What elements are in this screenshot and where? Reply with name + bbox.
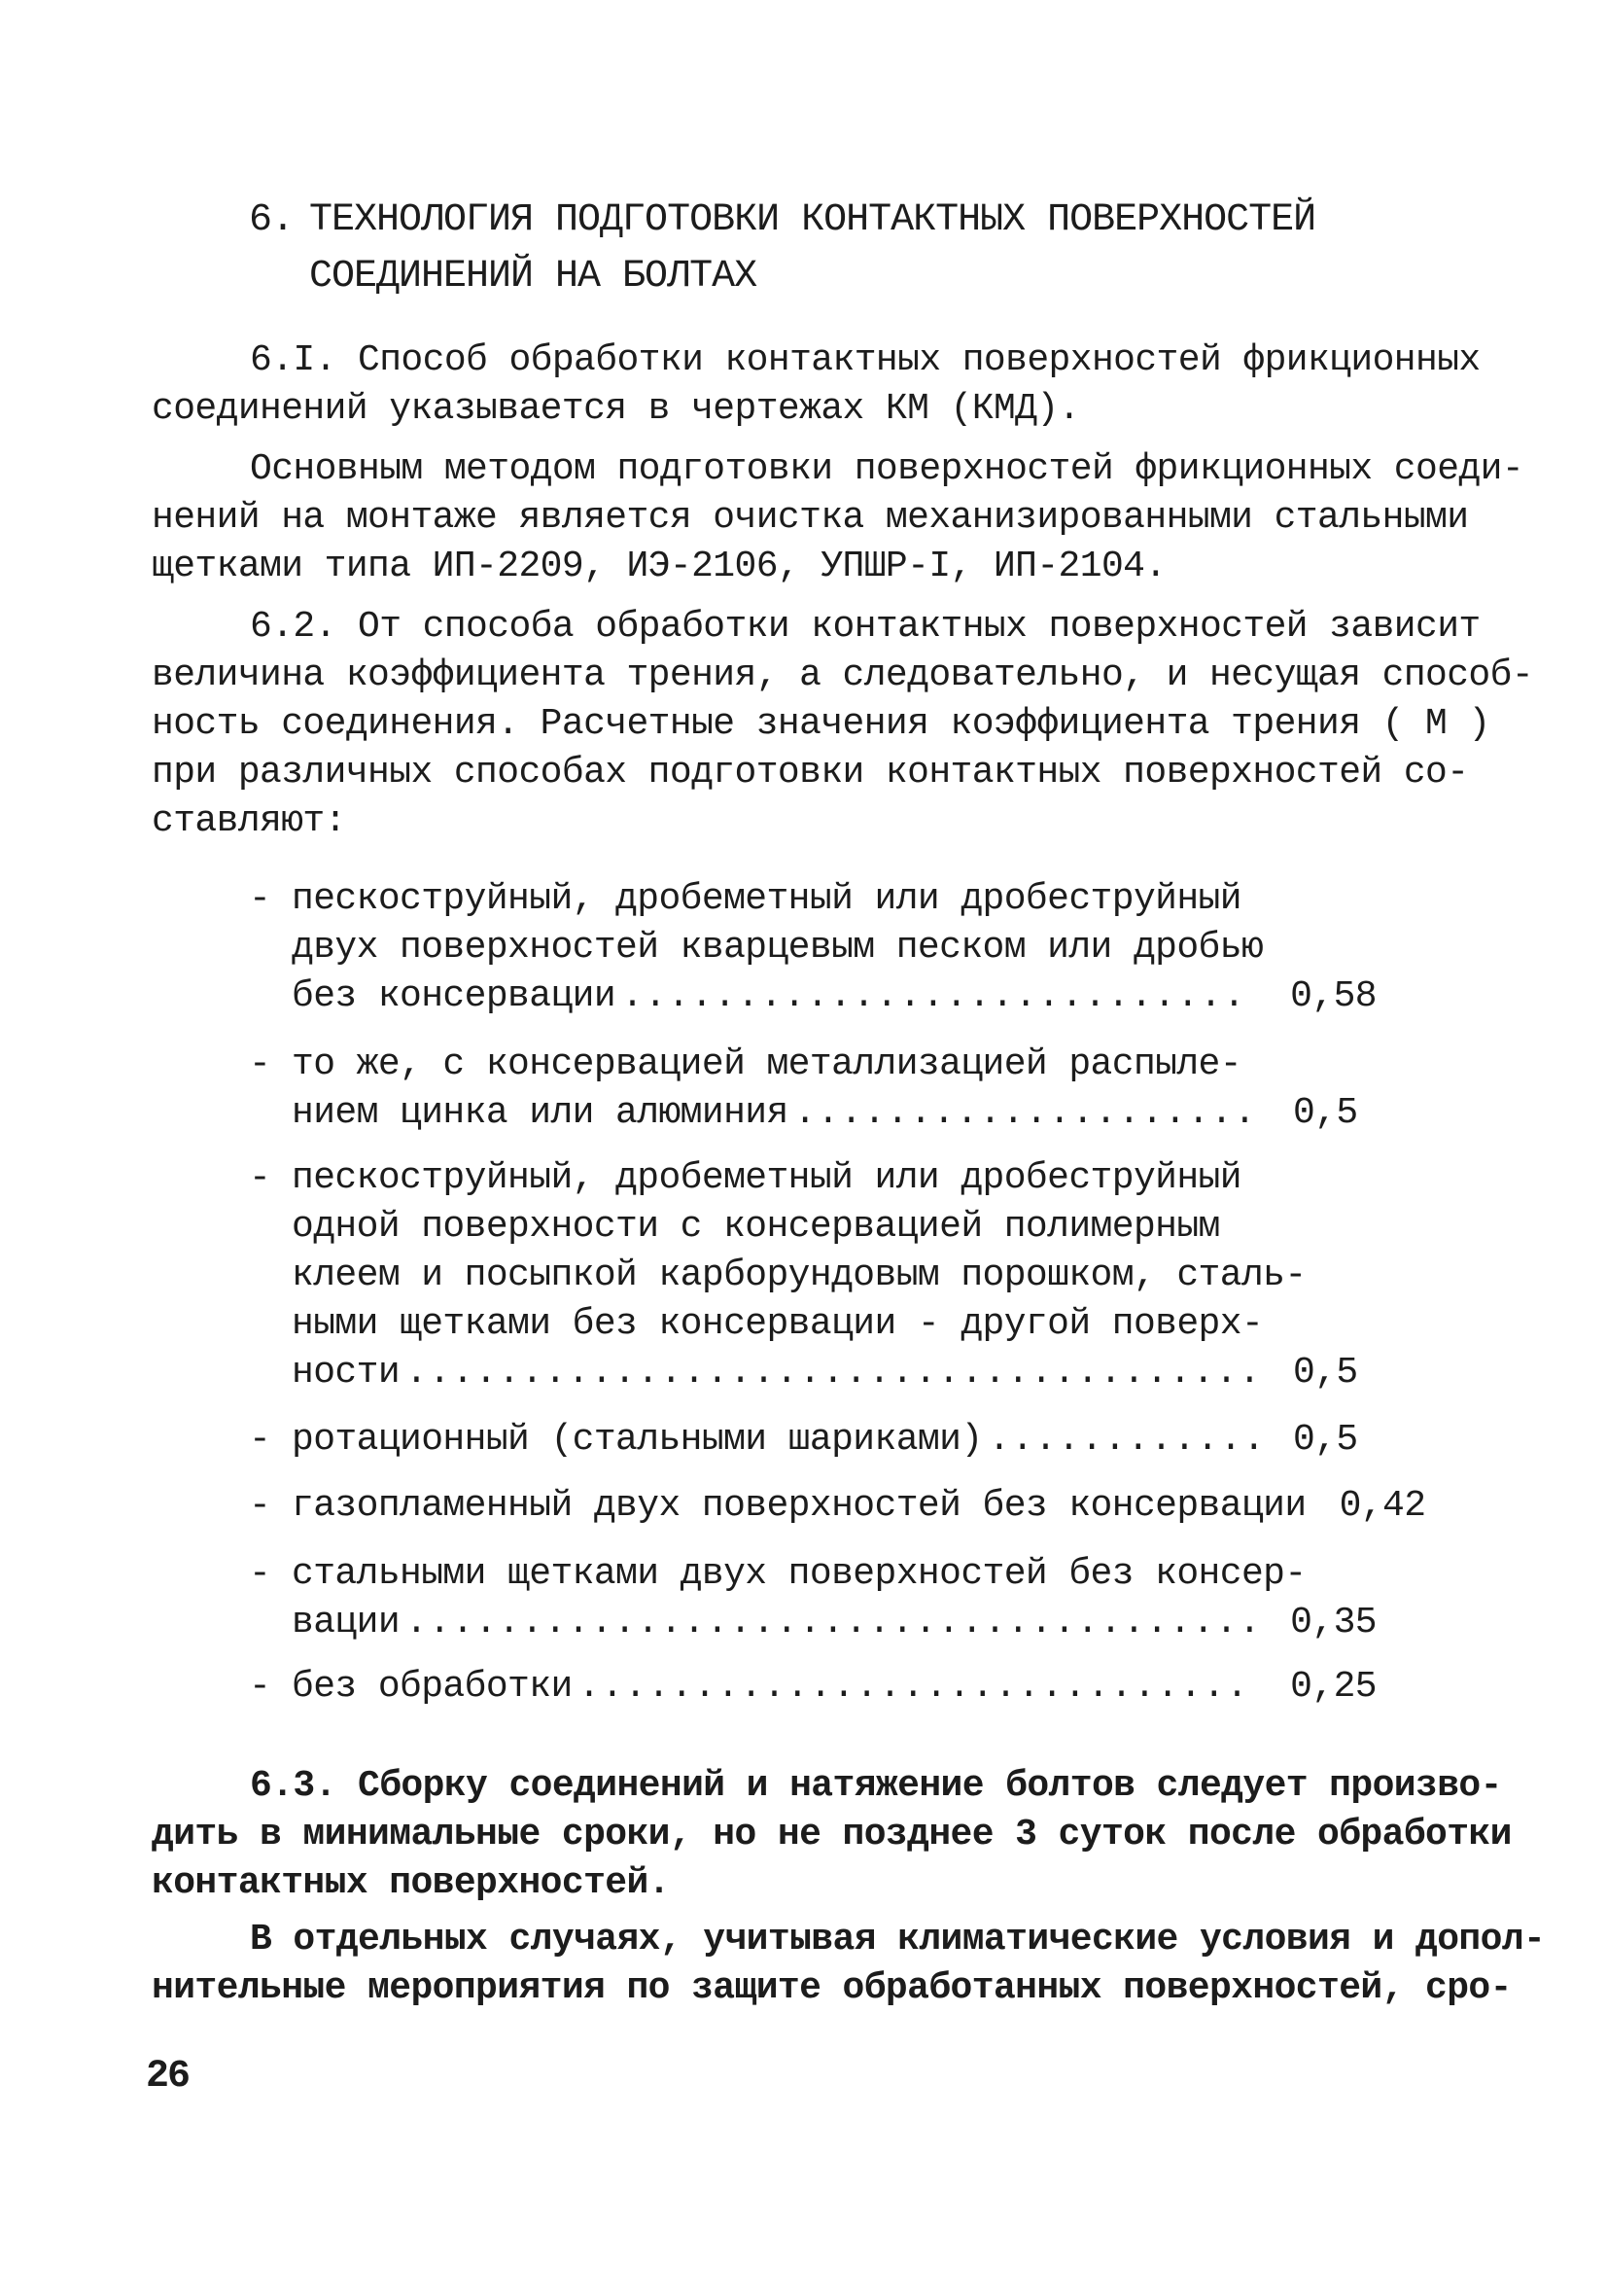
list-dash: - (249, 1419, 271, 1461)
text-line: без консервации (292, 975, 616, 1017)
text-line: 6.2. От способа обработки контактных поверхностей зависит (250, 606, 1481, 648)
list-item (249, 1550, 1377, 1647)
text-line: ными щетками без консервации - другой поверх- (292, 1303, 1264, 1345)
coefficient-value: 0,42 (1339, 1485, 1426, 1527)
text-line: нений на монтаже является очистка механизированными стальными (152, 497, 1469, 539)
list-item (249, 875, 1377, 1021)
text-line: пескоструйный, дробеметный или дробеструйный (292, 1157, 1241, 1199)
list-dash: - (249, 1043, 271, 1085)
coefficient-value: 0,5 (1293, 1092, 1358, 1134)
value-row (292, 1663, 1377, 1712)
page-number: 26 (146, 2055, 190, 2099)
paragraph-6-2 (152, 603, 1534, 846)
coefficient-value: 0,5 (1293, 1352, 1358, 1394)
value-row (292, 1416, 1377, 1465)
text-line: 6.I. Способ обработки контактных поверхностей фрикционных (250, 339, 1481, 381)
paragraph-6-1-methods (152, 445, 1524, 591)
coefficient-value: 0,25 (1290, 1666, 1377, 1708)
paragraph-6-1 (152, 336, 1481, 434)
text-line: контактных поверхностей. (152, 1862, 670, 1904)
text-line: ставляют: (152, 800, 346, 842)
leader-dots (405, 1349, 1256, 1397)
text-line: без обработки (292, 1666, 573, 1708)
leader-dots (621, 972, 1253, 1021)
value-row (292, 1089, 1377, 1138)
section-heading (249, 193, 1315, 305)
coefficient-value: 0,35 (1290, 1602, 1377, 1643)
paragraph-6-3 (152, 1762, 1512, 1908)
text-line: щетками типа ИП-2209, ИЭ-2106, УПШР-I, ИП-2104. (152, 546, 1167, 587)
text-line: газопламенный двух поверхностей без консервации (292, 1485, 1307, 1527)
section-number: 6. (249, 198, 295, 242)
value-row (292, 1349, 1377, 1397)
leader-dots (405, 1599, 1253, 1647)
section-title-line-1: ТЕХНОЛОГИЯ ПОДГОТОВКИ КОНТАКТНЫХ ПОВЕРХНОСТЕЙ (309, 198, 1316, 242)
list-dash: - (249, 1157, 271, 1199)
text-line: клеем и посыпкой карборундовым порошком, сталь- (292, 1254, 1307, 1296)
list-dash: - (249, 1485, 271, 1527)
text-line: то же, с консервацией металлизацией распыле- (292, 1043, 1241, 1085)
list-item (249, 1663, 1377, 1712)
text-line: двух поверхностей кварцевым песком или дробью (292, 927, 1264, 969)
text-line: соединений указывается в чертежах КМ (КМД). (152, 388, 1080, 430)
text-line: дить в минимальные сроки, но не позднее 3 суток после обработки (152, 1814, 1512, 1855)
leader-dots (794, 1089, 1256, 1138)
value-row (292, 1482, 1426, 1531)
leader-dots (989, 1416, 1256, 1465)
leader-dots (578, 1663, 1254, 1712)
list-item (249, 1041, 1377, 1138)
text-line: 6.3. Сборку соединений и натяжение болтов следует произво- (250, 1765, 1502, 1807)
paragraph-6-3-climate (152, 1916, 1546, 2013)
text-line: величина коэффициента трения, а следовательно, и несущая способ- (152, 654, 1534, 696)
value-row (292, 972, 1377, 1021)
list-item (249, 1416, 1377, 1465)
list-dash: - (249, 878, 271, 920)
text-line: пескоструйный, дробеметный или дробеструйный (292, 878, 1241, 920)
list-item (249, 1154, 1377, 1397)
text-line: нием цинка или алюминия (292, 1092, 788, 1134)
text-line: стальными щетками двух поверхностей без консер- (292, 1553, 1307, 1595)
text-line: Основным методом подготовки поверхностей фрикционных соеди- (250, 448, 1524, 490)
value-row (292, 1599, 1377, 1647)
list-dash: - (249, 1666, 271, 1708)
text-line: В отдельных случаях, учитывая климатические условия и допол- (250, 1919, 1546, 1960)
section-title-line-2: СОЕДИНЕНИЙ НА БОЛТАХ (309, 255, 757, 299)
text-line: нительные мероприятия по защите обработанных поверхностей, сро- (152, 1967, 1512, 2009)
text-line: вации (292, 1602, 401, 1643)
text-line: ности (292, 1352, 401, 1394)
coefficient-value: 0,58 (1290, 975, 1377, 1017)
text-line: одной поверхности с консервацией полимерным (292, 1206, 1220, 1248)
text-line: ротационный (стальными шариками) (292, 1419, 983, 1461)
list-dash: - (249, 1553, 271, 1595)
coefficient-value: 0,5 (1293, 1419, 1358, 1461)
list-item (249, 1482, 1426, 1531)
text-line: при различных способах подготовки контактных поверхностей со- (152, 752, 1469, 794)
text-line: ность соединения. Расчетные значения коэффициента трения ( M ) (152, 703, 1490, 745)
